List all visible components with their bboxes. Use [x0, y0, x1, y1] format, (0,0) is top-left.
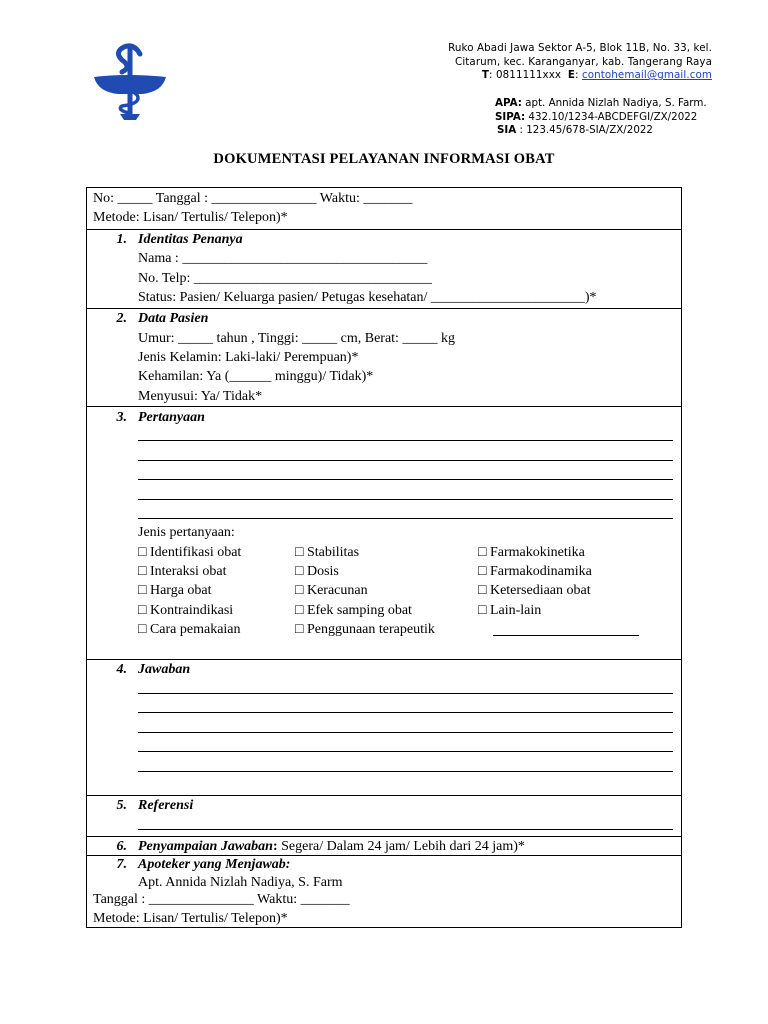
section-5-title: Referensi: [138, 798, 194, 813]
sia-line: [495, 124, 707, 138]
bowl-of-hygieia-icon: [92, 40, 168, 124]
answer-line[interactable]: [138, 771, 673, 772]
section-7-title: Apoteker yang Menjawab:: [138, 857, 291, 872]
field-jenis-kelamin[interactable]: Jenis Kelamin: Laki-laki/ Perempuan)*: [138, 350, 359, 365]
apa-label: APA:: [495, 97, 522, 109]
answer-line[interactable]: [138, 712, 673, 713]
sia-value: : 123.45/678-SIA/ZX/2022: [519, 124, 653, 136]
pharmacist-name: Apt. Annida Nizlah Nadiya, S. Farm: [138, 875, 343, 890]
checkbox-cara-pemakaian[interactable]: □ Cara pemakaian: [138, 622, 241, 637]
answer-method[interactable]: Metode: Lisan/ Tertulis/ Telepon)*: [93, 911, 288, 926]
checkbox-farmakokinetika[interactable]: □ Farmakokinetika: [478, 545, 585, 560]
answer-line[interactable]: [138, 732, 673, 733]
email-link[interactable]: contohemail@gmail.com: [581, 69, 712, 81]
section-5-number: 5.: [116, 798, 127, 813]
section-6-colon: :: [272, 839, 278, 854]
section-3-number: 3.: [116, 410, 127, 425]
field-no-telp[interactable]: No. Telp: __________________________________: [138, 271, 432, 286]
form-number-date-time[interactable]: No: _____ Tanggal : _______________ Waktu: _______: [93, 191, 413, 206]
sipa-label: SIPA:: [495, 110, 526, 123]
checkbox-dosis[interactable]: □ Dosis: [295, 564, 339, 579]
section-2-number: 2.: [116, 311, 127, 326]
field-nama[interactable]: Nama : ___________________________________: [138, 251, 428, 266]
checkbox-lain-lain[interactable]: □ Lain-lain: [478, 603, 542, 618]
pharmacist-license-block: [495, 97, 707, 138]
section-1-title: Identitas Penanya: [138, 232, 243, 247]
field-umur-tinggi-berat[interactable]: Umur: _____ tahun , Tinggi: _____ cm, Berat: _____ kg: [138, 331, 455, 346]
answer-line[interactable]: [138, 693, 673, 694]
reference-line[interactable]: [138, 829, 673, 830]
sipa-line: [495, 111, 707, 125]
phone-label: T: [481, 69, 490, 81]
checkbox-farmakodinamika[interactable]: □ Farmakodinamika: [478, 564, 592, 579]
divider: [87, 406, 681, 407]
field-kehamilan[interactable]: Kehamilan: Ya (______ minggu)/ Tidak)*: [138, 369, 374, 384]
section-6-options: Segera/ Dalam 24 jam/ Lebih dari 24 jam)*: [277, 839, 525, 854]
question-type-label: Jenis pertanyaan:: [138, 525, 235, 540]
section-1-number: 1.: [116, 232, 127, 247]
divider: [87, 659, 681, 660]
divider: [87, 308, 681, 309]
apa-line: [495, 97, 707, 111]
checkbox-efek-samping-obat[interactable]: □ Efek samping obat: [295, 603, 412, 618]
divider: [87, 836, 681, 837]
checkbox-identifikasi-obat[interactable]: □ Identifikasi obat: [138, 545, 242, 560]
answer-line[interactable]: [138, 751, 673, 752]
contact-line: T: 0811111xxx E: contohemail@gmail.com: [481, 69, 712, 81]
pharmacy-address: [448, 42, 712, 83]
section-4-title: Jawaban: [138, 662, 191, 677]
email-label: E: [567, 69, 576, 81]
section-6-title: Penyampaian Jawaban: [138, 839, 273, 854]
question-answer-line[interactable]: [138, 518, 673, 519]
checkbox-interaksi-obat[interactable]: □ Interaksi obat: [138, 564, 227, 579]
apa-value: apt. Annida Nizlah Nadiya, S. Farm.: [525, 97, 707, 109]
question-answer-line[interactable]: [138, 479, 673, 480]
lain-lain-input-line[interactable]: [493, 635, 639, 636]
checkbox-penggunaan-terapeutik[interactable]: □ Penggunaan terapeutik: [295, 622, 435, 637]
address-line-2: Citarum, kec. Karanganyar, kab. Tangerang Raya: [455, 55, 712, 68]
form-method[interactable]: Metode: Lisan/ Tertulis/ Telepon)*: [93, 210, 288, 225]
question-answer-line[interactable]: [138, 499, 673, 500]
divider: [87, 795, 681, 796]
sia-label: SIA: [497, 124, 517, 136]
section-3-title: Pertanyaan: [138, 410, 205, 425]
question-answer-line[interactable]: [138, 440, 673, 441]
field-status[interactable]: Status: Pasien/ Keluarga pasien/ Petugas kesehatan/ ______________________)*: [138, 290, 597, 305]
section-6-number: 6.: [116, 839, 127, 854]
divider: [87, 229, 681, 230]
checkbox-keracunan[interactable]: □ Keracunan: [295, 583, 368, 598]
checkbox-kontraindikasi[interactable]: □ Kontraindikasi: [138, 603, 234, 618]
consultation-form: [86, 187, 682, 928]
delivery-options[interactable]: [138, 838, 525, 855]
sipa-value: 432.10/1234-ABCDEFGI/ZX/2022: [528, 110, 698, 123]
question-answer-line[interactable]: [138, 460, 673, 461]
answer-date-time[interactable]: Tanggal : _______________ Waktu: _______: [93, 892, 350, 907]
section-2-title: Data Pasien: [138, 311, 209, 326]
field-menyusui[interactable]: Menyusui: Ya/ Tidak*: [138, 389, 263, 404]
address-line-1: Ruko Abadi Jawa Sektor A-5, Blok 11B, No. 33, kel.: [448, 42, 712, 54]
section-7-number: 7.: [116, 857, 127, 872]
phone-number: : 0811111xxx: [489, 69, 562, 81]
checkbox-ketersediaan-obat[interactable]: □ Ketersediaan obat: [478, 583, 591, 598]
section-4-number: 4.: [116, 662, 127, 677]
checkbox-harga-obat[interactable]: □ Harga obat: [138, 583, 212, 598]
checkbox-stabilitas[interactable]: □ Stabilitas: [295, 545, 360, 560]
page-title: DOKUMENTASI PELAYANAN INFORMASI OBAT: [213, 151, 555, 167]
